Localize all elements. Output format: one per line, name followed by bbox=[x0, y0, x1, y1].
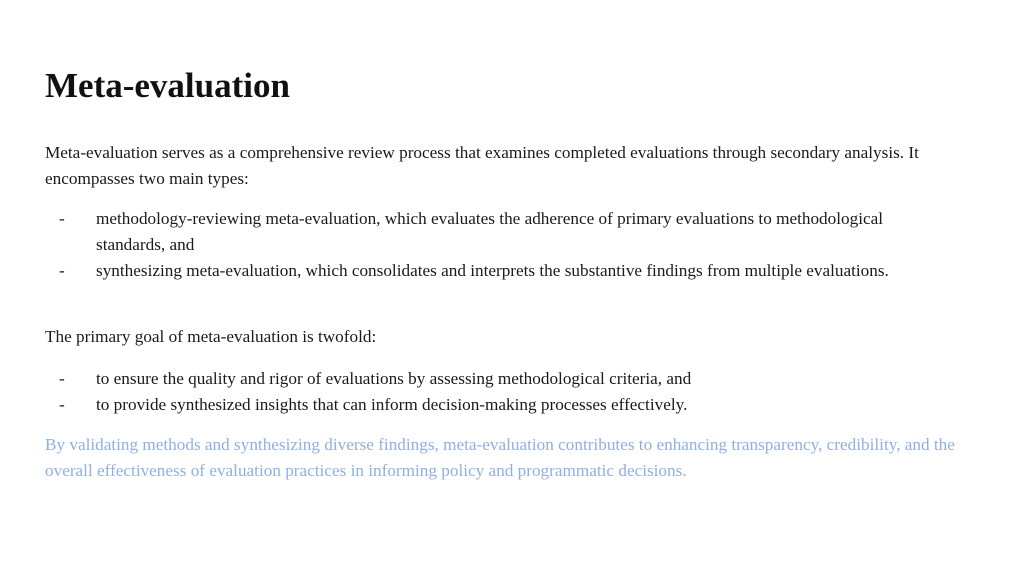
slide-title: Meta-evaluation bbox=[45, 66, 290, 105]
bullet-dash: - bbox=[59, 261, 65, 280]
list-item-type-1 bbox=[45, 206, 945, 258]
list-item-goal-1 bbox=[45, 366, 945, 392]
goals-list bbox=[45, 366, 945, 418]
closing-paragraph: By validating methods and synthesizing diverse findings, meta-evaluation contributes to enhancing transparency, credibility, and the overall effectiveness of evaluation practices in informing policy and programmatic decisions. bbox=[45, 435, 955, 480]
list-item-text: synthesizing meta-evaluation, which consolidates and interprets the substantive findings from multiple evaluations. bbox=[96, 261, 889, 280]
list-item-text: to provide synthesized insights that can inform decision-making processes effectively. bbox=[96, 395, 688, 414]
list-item-type-2 bbox=[45, 258, 945, 284]
types-list bbox=[45, 206, 945, 284]
list-item-goal-2 bbox=[45, 392, 945, 418]
bullet-dash: - bbox=[59, 395, 65, 414]
goal-intro-paragraph: The primary goal of meta-evaluation is twofold: bbox=[45, 327, 377, 346]
bullet-dash: - bbox=[59, 369, 65, 388]
list-item-text: methodology-reviewing meta-evaluation, which evaluates the adherence of primary evaluations to methodological standards, and bbox=[96, 209, 884, 254]
list-item-text: to ensure the quality and rigor of evaluations by assessing methodological criteria, and bbox=[96, 369, 692, 388]
intro-paragraph: Meta-evaluation serves as a comprehensive review process that examines completed evaluations through secondary analysis. It encompasses two main types: bbox=[45, 143, 919, 188]
bullet-dash: - bbox=[59, 209, 65, 228]
